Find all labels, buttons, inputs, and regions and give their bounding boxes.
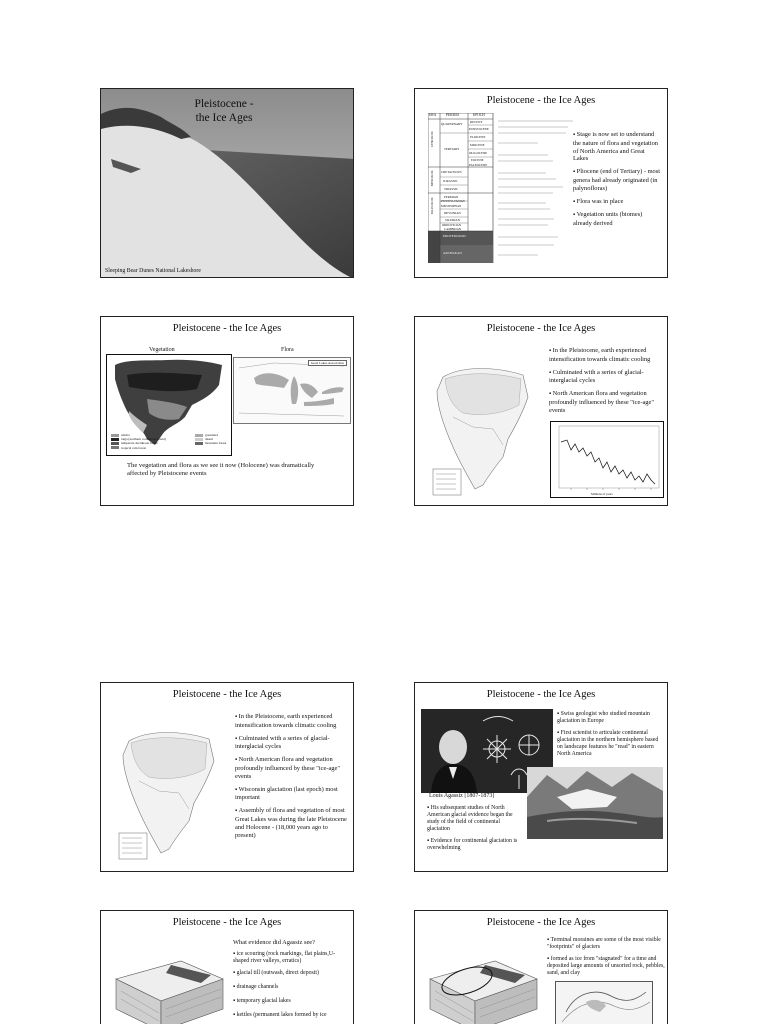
temperature-graph — [550, 421, 664, 498]
bullet: ▪ Culminated with a series of glacial-interglacial cycles — [235, 735, 349, 752]
slide-3[interactable] — [100, 316, 354, 506]
era-label: MESOZOIC — [430, 170, 434, 187]
north-america-glacial-map — [109, 721, 231, 866]
slide-5-title: Pleistocene - the Ice Ages — [172, 689, 282, 700]
period-label: TERTIARY — [444, 147, 460, 151]
bullet: ▪ Terminal moraines are some of the most visible "footprints" of glaciers — [547, 937, 665, 951]
era-label: CENOZOIC — [430, 131, 434, 148]
legend-item: grassland — [195, 433, 227, 437]
era-label: PROTEROZOIC — [443, 234, 467, 238]
epoch-label: PALEOCENE — [469, 163, 488, 167]
epoch-label: PLEISTOCENE — [469, 127, 489, 131]
legend-item: mountain forest — [195, 441, 227, 445]
bullet: ▪ Culminated with a series of glacial-interglacial cycles — [549, 369, 663, 386]
legend-item: taiga (northern coniferous forest) — [111, 437, 167, 441]
period-label: JURASSIC — [443, 179, 458, 183]
slide-3-title: Pleistocene - the Ice Ages — [172, 323, 282, 334]
bullet: ▪ Evidence for continental glaciation is overwhelming — [427, 838, 521, 852]
bullet: ▪ His subsequent studies of North American glacial evidence began the study of the field of continental glaciation — [427, 805, 521, 833]
title-line-1: Pleistocene - — [194, 98, 254, 110]
bullet: ▪ glacial till (outwash, direct deposit) — [233, 970, 351, 977]
slide-8-title: Pleistocene - the Ice Ages — [486, 917, 596, 928]
geologic-timescale-table — [428, 113, 578, 263]
flora-label: Flora — [281, 347, 294, 353]
era-label: PALEOZOIC — [430, 197, 434, 215]
epoch-label: EOCENE — [471, 158, 484, 162]
legend-item: desert — [195, 437, 227, 441]
slide-6[interactable] — [414, 682, 668, 872]
bullet: ▪ ice scouring (rock markings, flat plains,U-shaped river valleys, erratics) — [233, 951, 351, 965]
legend-item: tundra — [111, 433, 167, 437]
question-text: What evidence did Agassiz see? — [233, 939, 315, 946]
period-label: CAMBRIAN — [444, 227, 462, 231]
vegetation-map — [106, 354, 232, 456]
flora-map-title: Great Lakes Association — [308, 360, 347, 366]
table-header-era: ERA — [429, 113, 437, 117]
bullet: ▪ In the Pleistocene, earth experienced intensification towards climatic cooling — [549, 347, 663, 364]
epoch-label: RECENT — [470, 120, 483, 124]
moraine-map — [555, 981, 653, 1024]
bullet: ▪ Vegetation units (biomes) already derived — [573, 211, 661, 228]
bullet: ▪ Stage is now set to understand the nature of flora and vegetation of North America and Great Lakes — [573, 131, 661, 163]
table-header-period: PERIOD — [446, 113, 459, 117]
period-label: CRETACEOUS — [441, 170, 462, 174]
slide-4-bullets — [549, 347, 663, 420]
slide-8-bullets — [547, 937, 665, 982]
era-label: ARCHAEAN — [443, 251, 462, 255]
period-label: ORDOVICIAN — [442, 223, 461, 227]
table-header-epoch: EPOCH — [473, 113, 485, 117]
epoch-label: MIOCENE — [470, 143, 485, 147]
bullet: ▪ temporary glacial lakes — [233, 998, 351, 1005]
slide-6-bullets-top — [557, 711, 665, 763]
period-label: TRIASSIC — [444, 187, 459, 191]
slide-1-title — [189, 97, 259, 125]
bullet: ▪ In the Pleistocene, earth experienced intensification towards climatic cooling — [235, 713, 349, 730]
period-label: PENNSYLVANIAN — [441, 199, 465, 203]
slide-6-bullets-bottom — [427, 805, 521, 857]
period-label: PERMIAN — [444, 195, 459, 199]
bullet: ▪ Swiss geologist who studied mountain glaciation in Europe — [557, 711, 665, 725]
bullet: ▪ Wisconsin glaciation (last epoch) most important — [235, 786, 349, 803]
bullet: ▪ Flora was in place — [573, 198, 661, 207]
epoch-label: OLIGOCENE — [469, 151, 488, 155]
great-lakes-flora-map — [233, 357, 351, 424]
bullet: ▪ North American flora and vegetation profoundly influenced by these "ice-age" events — [549, 390, 663, 414]
slide-8[interactable] — [414, 910, 668, 1024]
bullet: ▪ Pliocene (end of Tertiary) - most genera had already originated (in palynofloras) — [573, 168, 661, 192]
bullet: ▪ Assembly of flora and vegetation of most Great Lakes was during the late Pleistocene and Holocene - (18,000 years ago to present) — [235, 807, 349, 839]
slide-4-title: Pleistocene - the Ice Ages — [486, 323, 596, 334]
slide-6-title: Pleistocene - the Ice Ages — [486, 689, 596, 700]
period-label: QUATERNARY — [441, 122, 463, 126]
bullet: ▪ First scientist to articulate continental glaciation in the northern hemisphere based on landscape features he "read" in eastern North America — [557, 730, 665, 758]
bullet: ▪ formed as ice from "stagnated" for a time and deposited large amounts of unsorted rock, pebbles, sand, and clay — [547, 956, 665, 977]
slide-4[interactable] — [414, 316, 668, 506]
vegetation-label: Vegetation — [149, 347, 175, 353]
bullet: ▪ North American flora and vegetation profoundly influenced by these "ice-age" events — [235, 756, 349, 780]
slide-1[interactable] — [100, 88, 354, 278]
glacier-block-diagram — [425, 939, 543, 1024]
period-label: MISSISSIPPIAN — [441, 204, 462, 208]
glacier-photo — [527, 767, 663, 839]
slide-2-bullets — [573, 131, 661, 233]
photo-caption: Sleeping Bear Dunes National Lakeshore — [105, 268, 201, 274]
legend-item: tropical rain forest — [111, 446, 167, 450]
north-america-glacial-map — [423, 357, 545, 502]
slide-7-title: Pleistocene - the Ice Ages — [172, 917, 282, 928]
slide-2-title: Pleistocene - the Ice Ages — [486, 95, 596, 106]
period-label: DEVONIAN — [444, 211, 461, 215]
period-label: SILURIAN — [445, 218, 460, 222]
glacier-block-diagram — [111, 939, 229, 1024]
epoch-label: PLIOCENE — [470, 135, 486, 139]
slide-3-caption: The vegetation and flora as we see it now (Holocene) was dramatically affected by Pleistocene events — [127, 462, 315, 478]
bullet: ▪ kettles (permanent lakes formed by ice — [233, 1012, 351, 1019]
slide-5[interactable] — [100, 682, 354, 872]
slide-2[interactable] — [414, 88, 668, 278]
graph-xlabel: Millions of years — [591, 492, 613, 496]
slide-7[interactable] — [100, 910, 354, 1024]
agassiz-caption: Louis Agassiz [1807-1873] — [429, 793, 495, 799]
bullet: ▪ drainage channels — [233, 984, 351, 991]
slide-5-bullets — [235, 713, 349, 844]
legend-item: temperate deciduous forest — [111, 441, 167, 445]
slide-7-bullets — [233, 939, 351, 1024]
title-line-2: the Ice Ages — [195, 112, 253, 124]
